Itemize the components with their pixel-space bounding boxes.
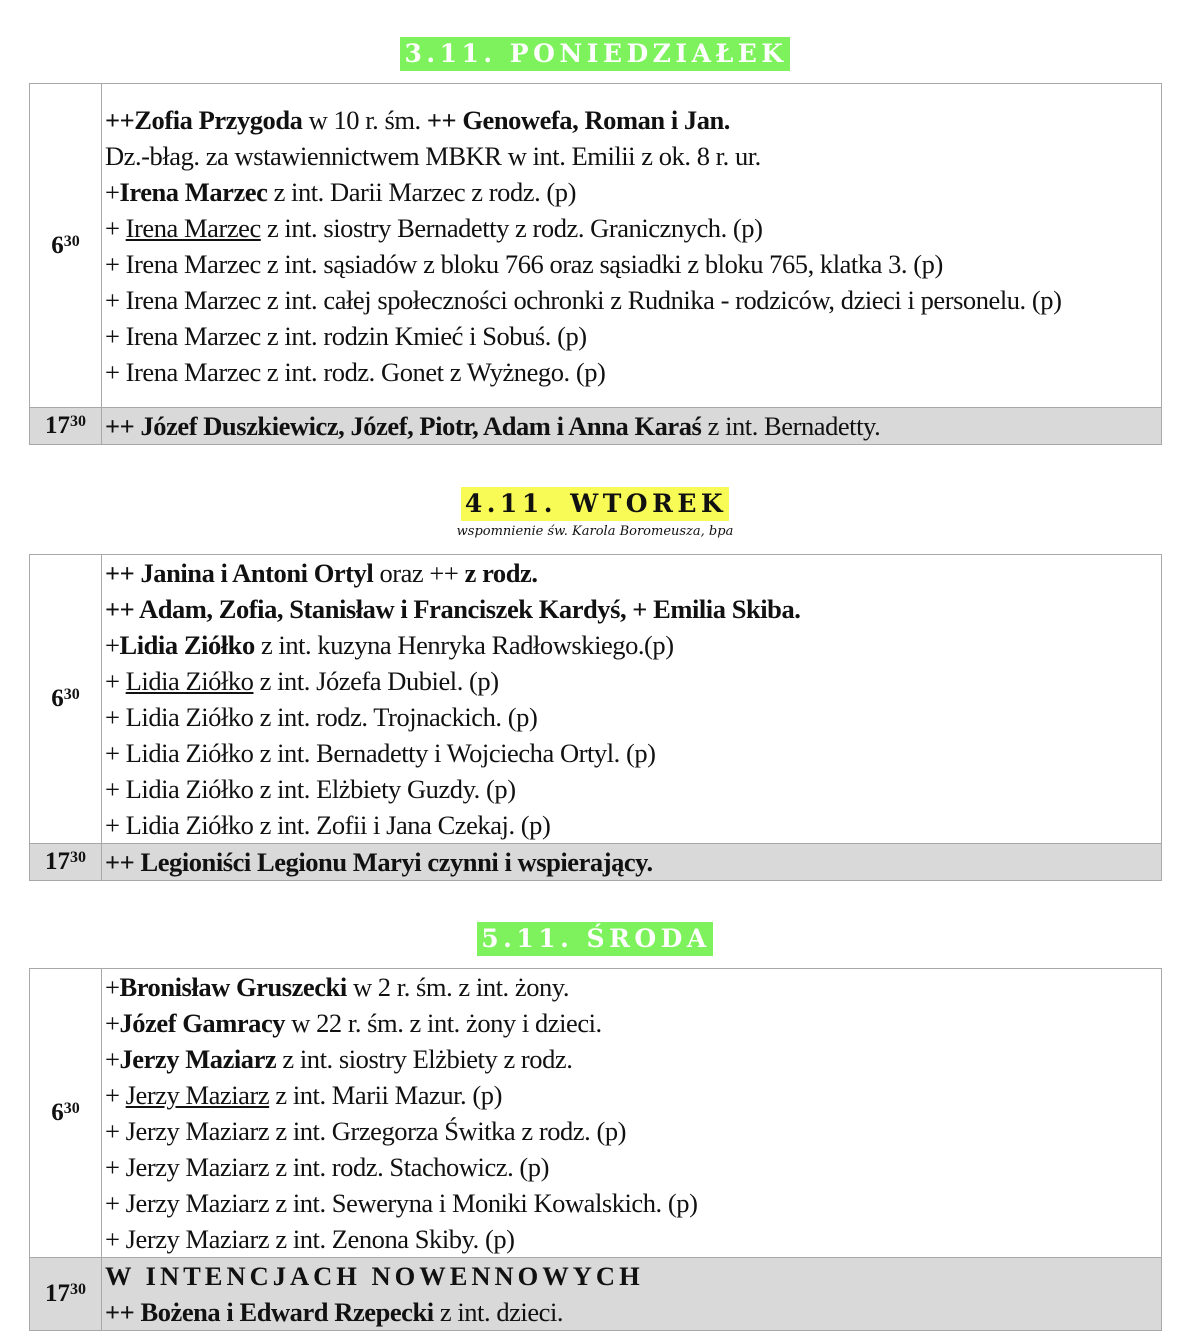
- intention-text: z int. Marii Mazur. (p): [269, 1080, 502, 1110]
- intention-text: z int. kuzyna Henryka Radłowskiego.(p): [254, 630, 674, 660]
- intention-line: [105, 1185, 1161, 1221]
- intention-line: [105, 174, 1161, 210]
- intention-line: [105, 807, 1161, 843]
- intention-text: + Irena Marzec z int. rodz. Gonet z Wyżnego. (p): [105, 356, 606, 387]
- name-bold: ++ Janina i Antoni Ortyl: [105, 558, 374, 588]
- intention-line: [105, 102, 1161, 138]
- intention-text: w 22 r. śm. z int. żony i dzieci.: [285, 1008, 602, 1038]
- intention-text: + Lidia Ziółko z int. rodz. Trojnackich. (p): [105, 702, 538, 732]
- intention-text: + Lidia Ziółko z int. Bernadetty i Wojciecha Ortyl. (p): [105, 738, 656, 768]
- intention-line: [105, 735, 1161, 771]
- intention-text: z int. siostry Elżbiety z rodz.: [276, 1044, 573, 1074]
- intention-text: oraz ++: [373, 558, 465, 588]
- intention-text: + Lidia Ziółko z int. Zofii i Jana Czekaj. (p): [105, 810, 551, 840]
- intention-line: [105, 1294, 1161, 1330]
- mass-time: $6^{30}$: [30, 969, 102, 1258]
- intentions: [102, 844, 1162, 881]
- name-bold: z rodz.: [464, 558, 538, 588]
- name-bold: ++ Adam, Zofia, Stanisław i Franciszek Kardyś, + Emilia Skiba.: [105, 594, 801, 624]
- name-bold: Jerzy Maziarz: [119, 1044, 277, 1074]
- name-bold: ++ Legioniści Legionu Maryi czynni i wspierający.: [105, 847, 653, 877]
- intention-line: [105, 1113, 1161, 1149]
- intention-text: +: [105, 666, 126, 696]
- intention-text: + Jerzy Maziarz z int. Zenona Skiby. (p): [105, 1224, 515, 1254]
- intention-text: w 10 r. śm.: [302, 104, 427, 135]
- intention-line: [105, 1041, 1161, 1077]
- intention-line: [105, 555, 1161, 591]
- name-bold: ++ Bożena i Edward Rzepecki: [105, 1297, 434, 1327]
- mass-time: $17^{30}$: [30, 1258, 102, 1331]
- name-bold: Irena Marzec: [119, 176, 268, 207]
- schedule-table-tuesday: [29, 554, 1162, 881]
- name-underlined: Lidia Ziółko: [125, 666, 254, 696]
- intentions: [102, 969, 1162, 1258]
- intention-text: Dz.-błag. za wstawiennictwem MBKR w int. Emilii z ok. 8 r. ur.: [105, 140, 761, 171]
- intention-text: W INTENCJACH NOWENNOWYCH: [105, 1261, 644, 1291]
- mass-time: $17^{30}$: [30, 844, 102, 881]
- name-bold: ++ Józef Duszkiewicz, Józef, Piotr, Adam i Anna Karaś: [105, 411, 702, 441]
- intention-line: [105, 1077, 1161, 1113]
- intention-text: z int. siostry Bernadetty z rodz. Granicznych. (p): [260, 212, 763, 243]
- intention-text: + Jerzy Maziarz z int. Seweryna i Moniki Kowalskich. (p): [105, 1188, 698, 1218]
- intention-text: + Irena Marzec z int. rodzin Kmieć i Sobuś. (p): [105, 320, 587, 351]
- intention-line: [105, 771, 1161, 807]
- schedule-table-monday: [29, 83, 1162, 445]
- intention-text: z int. Józefa Dubiel. (p): [253, 666, 499, 696]
- intention-text: +: [105, 1044, 120, 1074]
- day-header-monday: 3.11. PONIEDZIAŁEK: [0, 37, 1190, 71]
- intention-line: [105, 282, 1140, 318]
- intention-line: [105, 699, 1161, 735]
- intention-line: [105, 246, 1161, 282]
- intentions: [102, 1258, 1162, 1331]
- intention-line: [105, 318, 1161, 354]
- intention-line: [105, 969, 1161, 1005]
- intention-line: [105, 1258, 1161, 1294]
- name-bold: Bronisław Gruszecki: [119, 972, 347, 1002]
- mass-time: $17^{30}$: [30, 408, 102, 445]
- schedule-table-wednesday: [29, 968, 1162, 1331]
- name-bold: Lidia Ziółko: [119, 630, 255, 660]
- name-bold: ++Zofia Przygoda: [105, 104, 303, 135]
- intention-text: + Irena Marzec z int. całej społeczności ochronki z Rudnika - rodziców, dzieci i personelu. (p): [105, 284, 1062, 315]
- intention-text: +: [105, 972, 120, 1002]
- intention-line: [105, 1149, 1161, 1185]
- intention-line: [105, 591, 1161, 627]
- intention-line: [105, 210, 1161, 246]
- day-header-tuesday: 4.11. WTOREK: [0, 487, 1190, 521]
- intention-line: [105, 627, 1161, 663]
- intention-line: [105, 1005, 1161, 1041]
- intention-line: [105, 138, 1161, 174]
- intentions: [102, 555, 1162, 844]
- name-bold: Józef Gamracy: [119, 1008, 286, 1038]
- intention-line: [105, 354, 1161, 390]
- intention-text: +: [105, 1008, 120, 1038]
- intentions: [102, 408, 1162, 445]
- mass-time: $6^{30}$: [30, 555, 102, 844]
- name-underlined: Jerzy Maziarz: [125, 1080, 270, 1110]
- intention-line: [105, 1221, 1161, 1257]
- intention-text: + Jerzy Maziarz z int. rodz. Stachowicz. (p): [105, 1152, 549, 1182]
- intention-text: +: [105, 630, 120, 660]
- intention-text: w 2 r. śm. z int. żony.: [346, 972, 570, 1002]
- intentions: [102, 84, 1162, 408]
- intention-text: z int. dzieci.: [433, 1297, 564, 1327]
- intention-line: [105, 663, 1161, 699]
- intention-text: + Lidia Ziółko z int. Elżbiety Guzdy. (p): [105, 774, 516, 804]
- day-subtitle: wspomnienie św. Karola Boromeusza, bpa: [456, 524, 734, 539]
- day-header-wednesday: 5.11. ŚRODA: [0, 922, 1190, 956]
- intention-line: [105, 844, 1161, 880]
- name-bold: ++ Genowefa, Roman i Jan.: [426, 104, 730, 135]
- name-underlined: Irena Marzec: [125, 212, 261, 243]
- intention-text: +: [105, 212, 126, 243]
- intention-line: [105, 408, 1161, 444]
- intention-text: z int. Darii Marzec z rodz. (p): [267, 176, 576, 207]
- intention-text: + Irena Marzec z int. sąsiadów z bloku 766 oraz sąsiadki z bloku 765, klatka 3. (p): [105, 248, 943, 279]
- intention-text: +: [105, 176, 120, 207]
- intention-text: + Jerzy Maziarz z int. Grzegorza Świtka z rodz. (p): [105, 1116, 627, 1146]
- intention-text: z int. Bernadetty.: [701, 411, 881, 441]
- intention-text: +: [105, 1080, 126, 1110]
- mass-time: $6^{30}$: [30, 84, 102, 408]
